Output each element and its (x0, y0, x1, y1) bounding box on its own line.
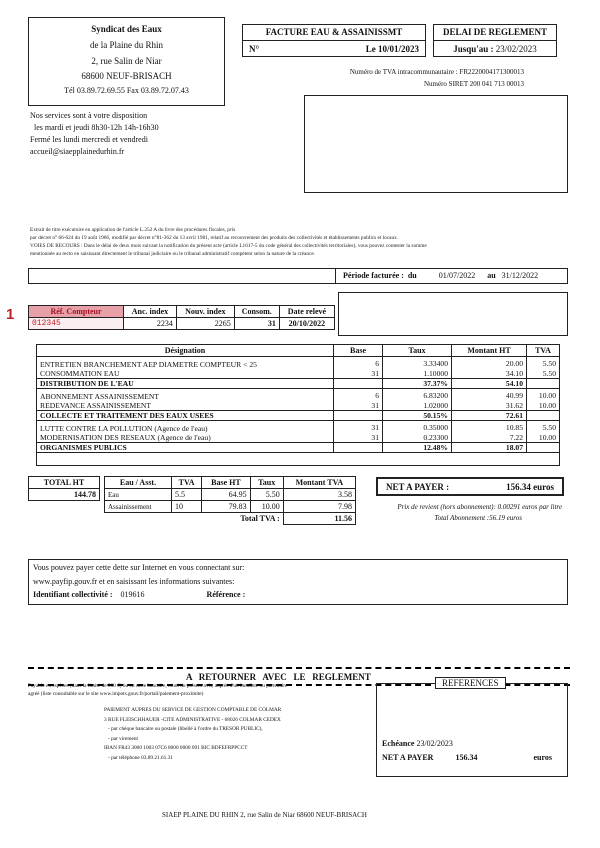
online-line-1: Vous pouvez payer cette dette sur Internet en vous connectant sur: (33, 563, 245, 572)
meter-side-box (338, 292, 568, 336)
amount-header: Montant HT (452, 345, 527, 357)
vat-amount: 3.58 (283, 489, 355, 501)
meter-ref-header: Réf. Compteur (29, 306, 124, 318)
cut-line (28, 667, 570, 669)
line-vat: 5.50 (527, 357, 560, 370)
collectivity-id: 019616 (120, 590, 145, 599)
due-row (382, 739, 453, 748)
coupon-net-amount: 156.34 (455, 753, 478, 762)
line-rate: 3.33400 (383, 357, 452, 370)
recipient-address-box (304, 95, 568, 193)
designation-line (37, 369, 559, 379)
legal-line: mentionnée au recto en saisissant directement le tribunal judiciaire ou le tribunal administratif compétent selon la nature de la créance. (30, 251, 316, 257)
period-du: du (407, 271, 417, 280)
line-vat: 5.50 (527, 369, 560, 379)
vat-row (105, 501, 356, 513)
sender-area: de la Plaine du Rhin (90, 40, 163, 50)
line-base: 6 (334, 389, 383, 402)
net-to-pay-amount: 156.34 euros (506, 482, 554, 492)
designation-header-row (37, 345, 559, 357)
legal-line: Extrait de titre exécutoire en application de l'article L.252 A du livre des procédures fiscales, pris (30, 227, 236, 233)
net-to-pay-box (376, 477, 564, 496)
payment-instructions (104, 706, 281, 763)
designation-table (37, 345, 559, 453)
meter-table (28, 305, 335, 330)
vat-breakdown-table (104, 476, 356, 525)
designation-box (36, 344, 560, 466)
section-total-label: COLLECTE ET TRAITEMENT DES EAUX USEES (37, 411, 334, 421)
subscription-note: Total Abonnement :56.19 euros (434, 514, 522, 522)
line-vat: 10.00 (527, 401, 560, 411)
deadline-date: 23/02/2023 (495, 44, 537, 54)
siret-number: Numéro SIRET 200 041 713 00013 (423, 80, 524, 88)
collectivity-id-label: Identifiant collectivité : (33, 590, 113, 599)
period-au: au (487, 271, 496, 280)
sender-box (28, 17, 225, 106)
meter-new-index: 2265 (176, 318, 234, 330)
coupon-note-line: agréé (liste consultable sur le site www.impots.gouv.fr/portail/paiement-proximite) (28, 691, 204, 697)
line-amount: 34.10 (452, 369, 527, 379)
reference-label: Référence : (206, 590, 246, 599)
section-total-row (37, 411, 559, 421)
total-vat-value: 11.56 (283, 513, 355, 525)
invoice-header-box (242, 24, 426, 57)
payment-line: - par virement (108, 735, 139, 742)
payment-line: PAIEMENT AUPRES DU SERVICE DE GESTION COMPTABLE DE COLMAR (104, 707, 282, 713)
line-rate: 1.10000 (383, 369, 452, 379)
line-vat: 5.50 (527, 421, 560, 434)
meter-date: 20/10/2022 (279, 318, 334, 330)
coupon-note-line: Payable en espèces (dans la limite de 300 €) ou en carte bancaire, muni du présent avis, auprès d'un buraliste ou partenaire (28, 683, 288, 689)
meter-date-header: Date relevé (279, 306, 334, 318)
vat-type: Eau (105, 489, 172, 501)
invoice-title: FACTURE EAU & ASSAINISSMT (243, 25, 425, 41)
meter-marker: 1 (6, 306, 15, 323)
line-label: ENTRETIEN BRANCHEMENT AEP DIAMETRE COMPTEUR < 25 (40, 360, 257, 369)
line-label: LUTTE CONTRE LA POLLUTION (Agence de l'eau) (40, 424, 208, 433)
line-label: MODERNISATION DES RESEAUX (Agence de l'eau) (40, 433, 211, 442)
deadline-box (433, 24, 557, 57)
coupon-note (28, 682, 408, 698)
coupon-net-label: NET A PAYER (382, 753, 434, 762)
meter-old-index: 2234 (124, 318, 177, 330)
line-label: REDEVANCE ASSAINISSEMENT (40, 401, 152, 410)
vat-taux: 10.00 (250, 501, 283, 513)
coupon-currency: euros (533, 753, 552, 762)
period-from: 01/07/2022 (438, 271, 476, 280)
legal-line: VOIES DE RECOURS : Dans le délai de deux mois suivant la notification du présent acte (article L1617-5 du code général des collectivités territoriales), vous pouvez contester la somme (30, 243, 427, 249)
designation-line (37, 421, 559, 434)
due-date: 23/02/2023 (416, 739, 453, 748)
section-total-label: ORGANISMES PUBLICS (37, 443, 334, 453)
sender-street: 2, rue Salin de Niar (91, 56, 162, 66)
designation-line (37, 357, 559, 370)
total-vat-label: Total TVA : (105, 513, 284, 525)
references-box (376, 678, 568, 777)
vat-rate: 5.5 (171, 489, 201, 501)
line-base: 31 (334, 369, 383, 379)
billing-period-box (28, 268, 568, 284)
coupon-title: A RETOURNER AVEC LE REGLEMENT (186, 672, 371, 682)
deadline-row (434, 44, 556, 54)
section-total-rate: 37.37% (383, 379, 452, 389)
vat-base: 79.83 (202, 501, 250, 513)
hours-line: les mardi et jeudi 8h30-12h 14h-16h30 (34, 123, 159, 132)
sender-city: 68600 NEUF-BRISACH (81, 71, 172, 81)
section-total-row (37, 443, 559, 453)
billing-period (343, 271, 538, 280)
vat-type: Assainissement (105, 501, 172, 513)
deadline-label: Jusqu'au : (453, 44, 494, 54)
total-ht-value: 144.78 (29, 489, 100, 501)
contact-email: accueil@siaepplainedurhin.fr (30, 147, 125, 156)
vat-number: Numéro de TVA intracommunautaire : FR2220004171300013 (349, 68, 524, 76)
line-rate: 0.23300 (383, 433, 452, 443)
vat-base-header: Base HT (202, 477, 250, 489)
hours-line: Nos services sont à votre disposition (30, 111, 148, 120)
total-ht-table (28, 476, 100, 501)
references-label: REFERENCES (435, 677, 506, 689)
deadline-title: DELAI DE REGLEMENT (434, 25, 556, 41)
total-vat-row (105, 513, 356, 525)
line-amount: 40.99 (452, 389, 527, 402)
line-rate: 1.02000 (383, 401, 452, 411)
footer-address: SIAEP PLAINE DU RHIN 2, rue Salin de Niar 68600 NEUF-BRISACH (162, 811, 367, 819)
line-vat: 10.00 (527, 389, 560, 402)
vat-type-header: Eau / Asst. (105, 477, 172, 489)
section-total-row (37, 379, 559, 389)
designation-header: Désignation (37, 345, 334, 357)
sender-name: Syndicat des Eaux (91, 24, 162, 34)
vat-amount: 7.98 (283, 501, 355, 513)
base-header: Base (334, 345, 383, 357)
designation-line (37, 389, 559, 402)
vat-row (105, 489, 356, 501)
designation-line (37, 401, 559, 411)
payment-line: - par téléphone 03.89.21.61.31 (108, 754, 173, 761)
legal-line: par décret n° 66-624 du 19 août 1966, modifié par décret n°81-362 du 13 avril 1981, relatif au recouvrement des produits des collectivités et établissements publics et locaux. (30, 235, 399, 241)
section-total-rate: 12.48% (383, 443, 452, 453)
vat-header-row (105, 477, 356, 489)
meter-consumption: 31 (234, 318, 279, 330)
vat-amount-header: Montant TVA (283, 477, 355, 489)
section-total-amount: 18.07 (452, 443, 527, 453)
line-amount: 10.85 (452, 421, 527, 434)
rate-header: Taux (383, 345, 452, 357)
net-to-pay-label: NET A PAYER : (386, 482, 450, 492)
line-vat: 10.00 (527, 433, 560, 443)
meter-consumption-header: Consom. (234, 306, 279, 318)
online-identifiers (33, 590, 245, 599)
vat-rate-header: TVA (171, 477, 201, 489)
section-total-amount: 54.10 (452, 379, 527, 389)
line-base: 31 (334, 421, 383, 434)
vat-rate: 10 (171, 501, 201, 513)
line-label: CONSOMMATION EAU (40, 369, 120, 378)
section-total-label: DISTRIBUTION DE L'EAU (37, 379, 334, 389)
opening-hours (30, 110, 159, 158)
online-line-2: www.payfip.gouv.fr et en saisissant les informations suivantes: (33, 577, 235, 586)
line-amount: 31.62 (452, 401, 527, 411)
period-to: 31/12/2022 (501, 271, 539, 280)
line-base: 31 (334, 401, 383, 411)
sender-contact: Tél 03.89.72.69.55 Fax 03.89.72.07.43 (64, 86, 189, 95)
meter-new-index-header: Nouv. index (176, 306, 234, 318)
cost-note: Prix de revient (hors abonnement): 0.00291 euros par litre (397, 503, 562, 511)
payment-line: - par chèque bancaire ou postale (libellé à l'ordre du TRESOR PUBLIC), (108, 726, 263, 732)
line-amount: 7.22 (452, 433, 527, 443)
vat-header: TVA (527, 345, 560, 357)
payment-line: 3 RUE FLEISCHHAUER -CITE ADMINISTRATIVE - 68026 COLMAR CEDEX (104, 716, 281, 723)
period-label: Période facturée : (343, 271, 404, 280)
section-total-amount: 72.61 (452, 411, 527, 421)
meter-ref: 012345 (29, 318, 124, 330)
line-base: 31 (334, 433, 383, 443)
due-label: Echéance (382, 739, 415, 748)
invoice-date: Le 10/01/2023 (365, 44, 419, 54)
invoice-number-label: N° (249, 44, 260, 54)
hours-line: Fermé les lundi mercredi et vendredi (30, 135, 148, 144)
line-rate: 6.83200 (383, 389, 452, 402)
line-amount: 20.00 (452, 357, 527, 370)
vat-taux: 5.50 (250, 489, 283, 501)
payment-line: IBAN FR43 3000 1003 07C6 8000 0000 091 BIC BDFEFRPPCCT (104, 745, 248, 751)
designation-line (37, 433, 559, 443)
meter-old-index-header: Anc. index (124, 306, 177, 318)
online-payment-box (28, 559, 568, 605)
total-ht-label: TOTAL HT (29, 477, 100, 489)
meter-row (29, 318, 335, 330)
coupon-net-row (382, 753, 562, 762)
section-total-rate: 50.15% (383, 411, 452, 421)
vat-base: 64.95 (202, 489, 250, 501)
line-base: 6 (334, 357, 383, 370)
vat-taux-header: Taux (250, 477, 283, 489)
line-label: ABONNEMENT ASSAINISSEMENT (40, 392, 160, 401)
line-rate: 0.35000 (383, 421, 452, 434)
legal-text (30, 226, 570, 258)
meter-header-row (29, 306, 335, 318)
